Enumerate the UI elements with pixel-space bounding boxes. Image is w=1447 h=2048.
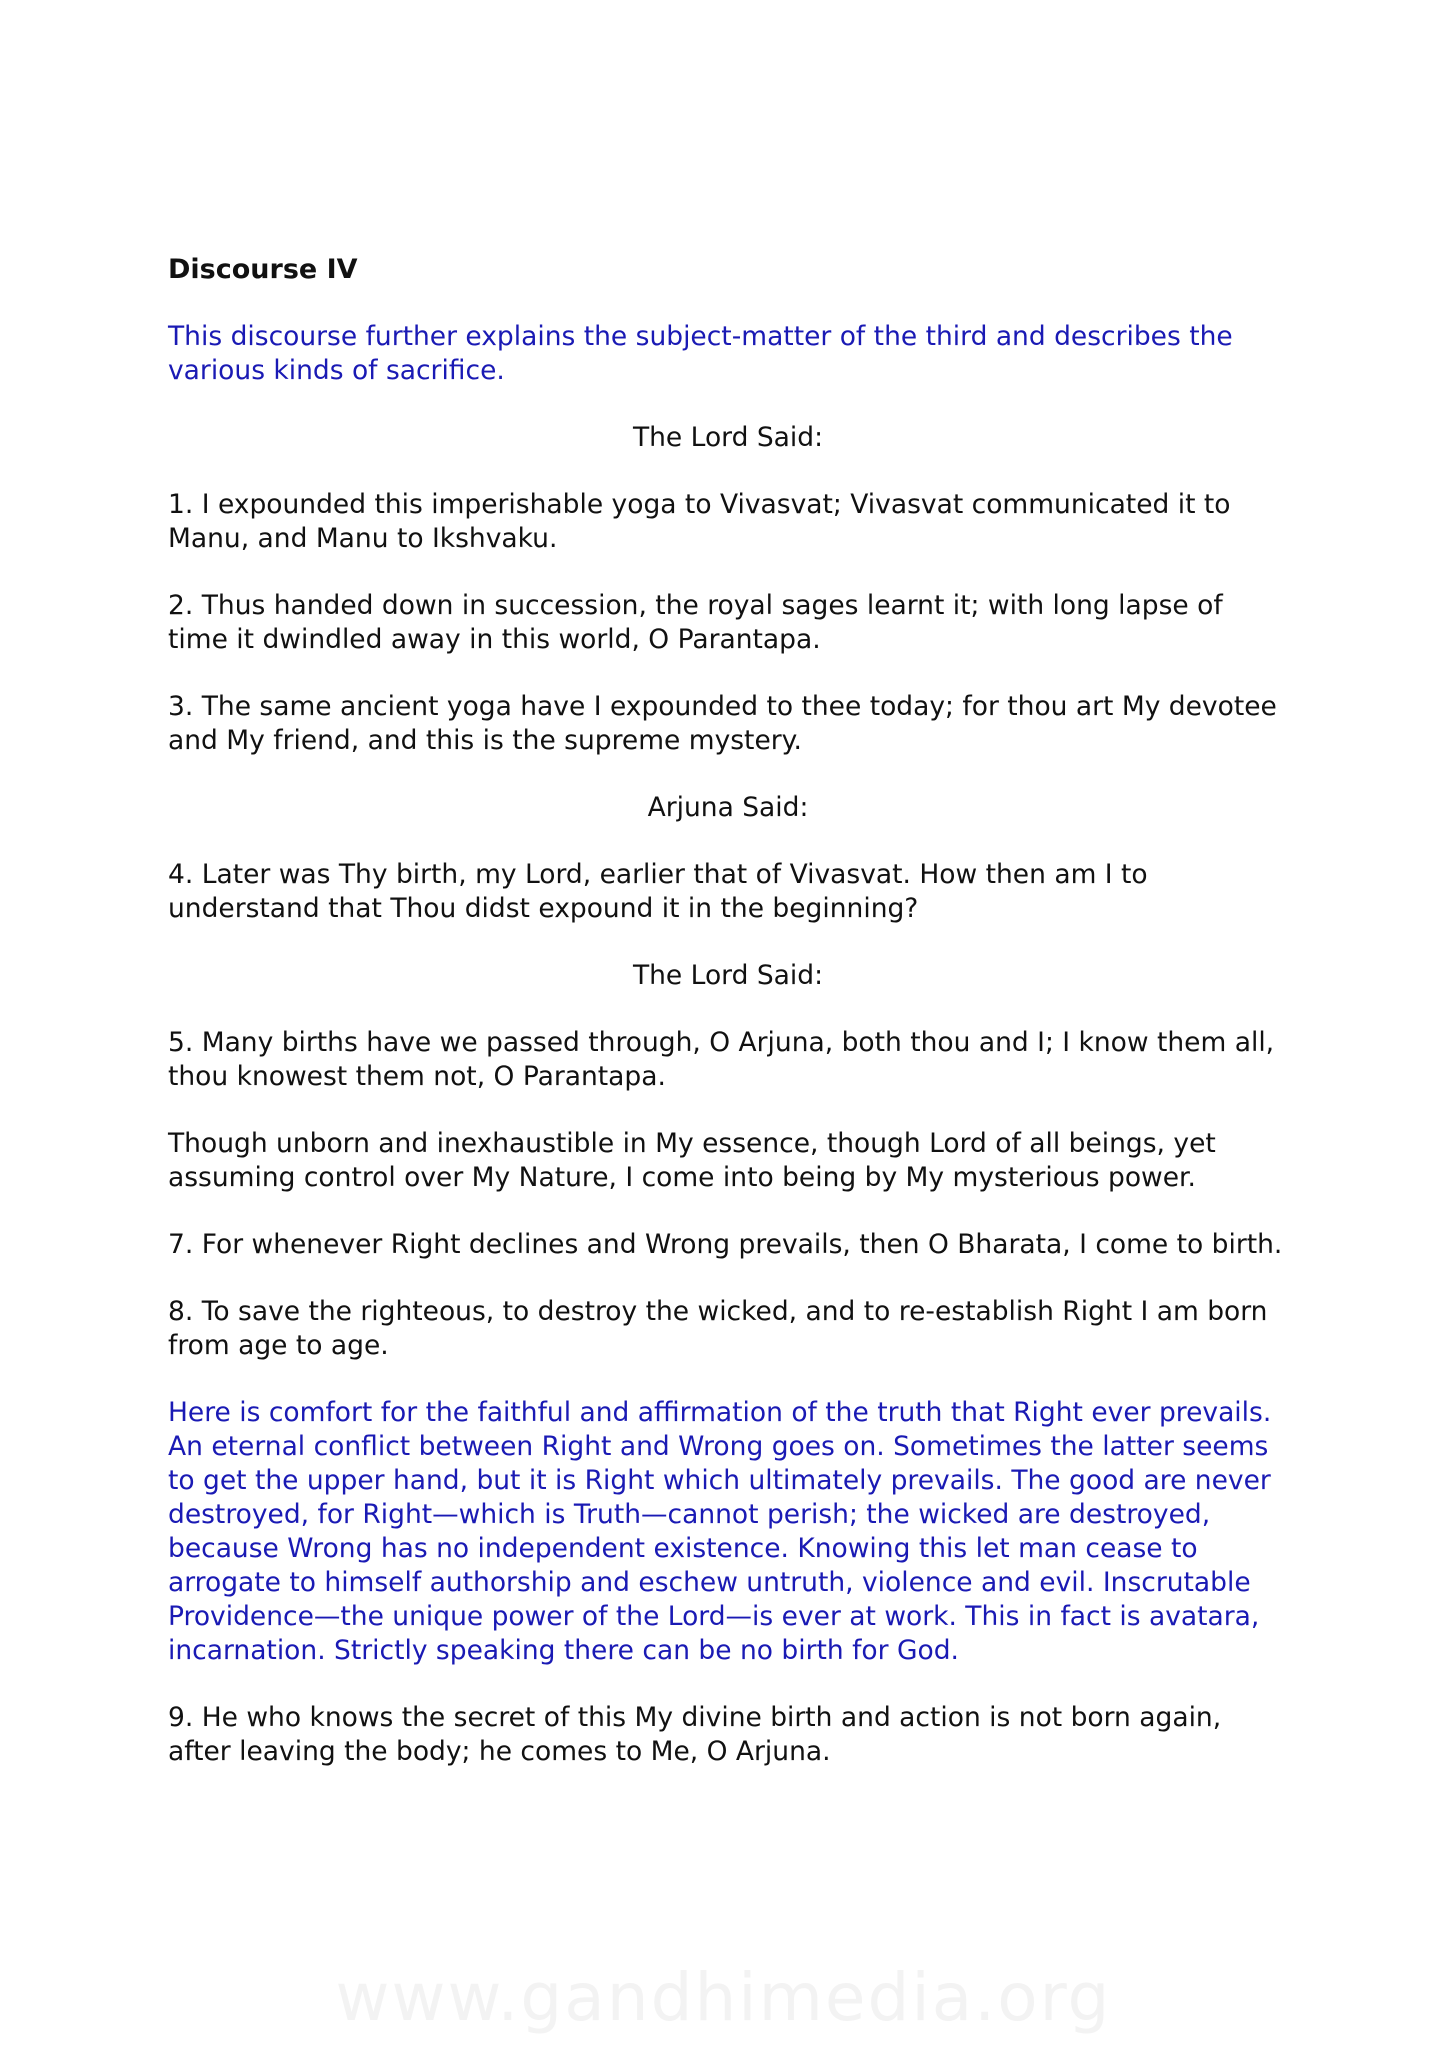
- verse-paragraph: 9. He who knows the secret of this My divine birth and action is not born again, after leaving the body; he comes to Me, O Arjuna.: [168, 1702, 1222, 1767]
- verse-paragraph: 7. For whenever Right declines and Wrong prevails, then O Bharata, I come to birth.: [168, 1229, 1283, 1260]
- commentary-paragraph: Here is comfort for the faithful and affirmation of the truth that Right ever prevails. An eternal conflict between Right and Wrong goes on. Sometimes the latter seems to get the upper hand, but it is Right which ultimately prevails. The good are never destroyed, for Right—which is Truth—cannot perish; the wicked are destroyed, because Wrong has no independent existence. Knowing this let man cease to arrogate to himself authorship and eschew untruth, violence and evil. Inscrutable Providence—the unique power of the Lord—is ever at work. This in fact is avatara, incarnation. Strictly speaking there can be no birth for God.: [168, 1397, 1272, 1666]
- speaker-heading: The Lord Said:: [632, 422, 824, 453]
- verse-paragraph: 5. Many births have we passed through, O Arjuna, both thou and I; I know them all, thou knowest them not, O Parantapa.: [168, 1027, 1275, 1092]
- verse-paragraph: Though unborn and inexhaustible in My essence, though Lord of all beings, yet assuming control over My Nature, I come into being by My mysterious power.: [168, 1128, 1216, 1193]
- discourse-title: Discourse IV: [168, 254, 358, 285]
- intro-commentary: This discourse further explains the subject-matter of the third and describes the various kinds of sacrifice.: [168, 321, 1233, 386]
- verse-paragraph: 4. Later was Thy birth, my Lord, earlier that of Vivasvat. How then am I to understand that Thou didst expound it in the beginning?: [168, 859, 1148, 924]
- verse-paragraph: 2. Thus handed down in succession, the royal sages learnt it; with long lapse of time it dwindled away in this world, O Parantapa.: [168, 590, 1223, 655]
- verse-paragraph: 1. I expounded this imperishable yoga to Vivasvat; Vivasvat communicated it to Manu, and Manu to Ikshvaku.: [168, 489, 1231, 554]
- document-body: [168, 252, 1288, 1802]
- watermark-text: www.gandhimedia.org: [335, 1959, 1112, 2036]
- speaker-heading: Arjuna Said:: [647, 792, 809, 823]
- verse-paragraph: 3. The same ancient yoga have I expounded to thee today; for thou art My devotee and My friend, and this is the supreme mystery.: [168, 691, 1277, 756]
- speaker-heading: The Lord Said:: [632, 960, 824, 991]
- verse-paragraph: 8. To save the righteous, to destroy the wicked, and to re-establish Right I am born from age to age.: [168, 1296, 1268, 1361]
